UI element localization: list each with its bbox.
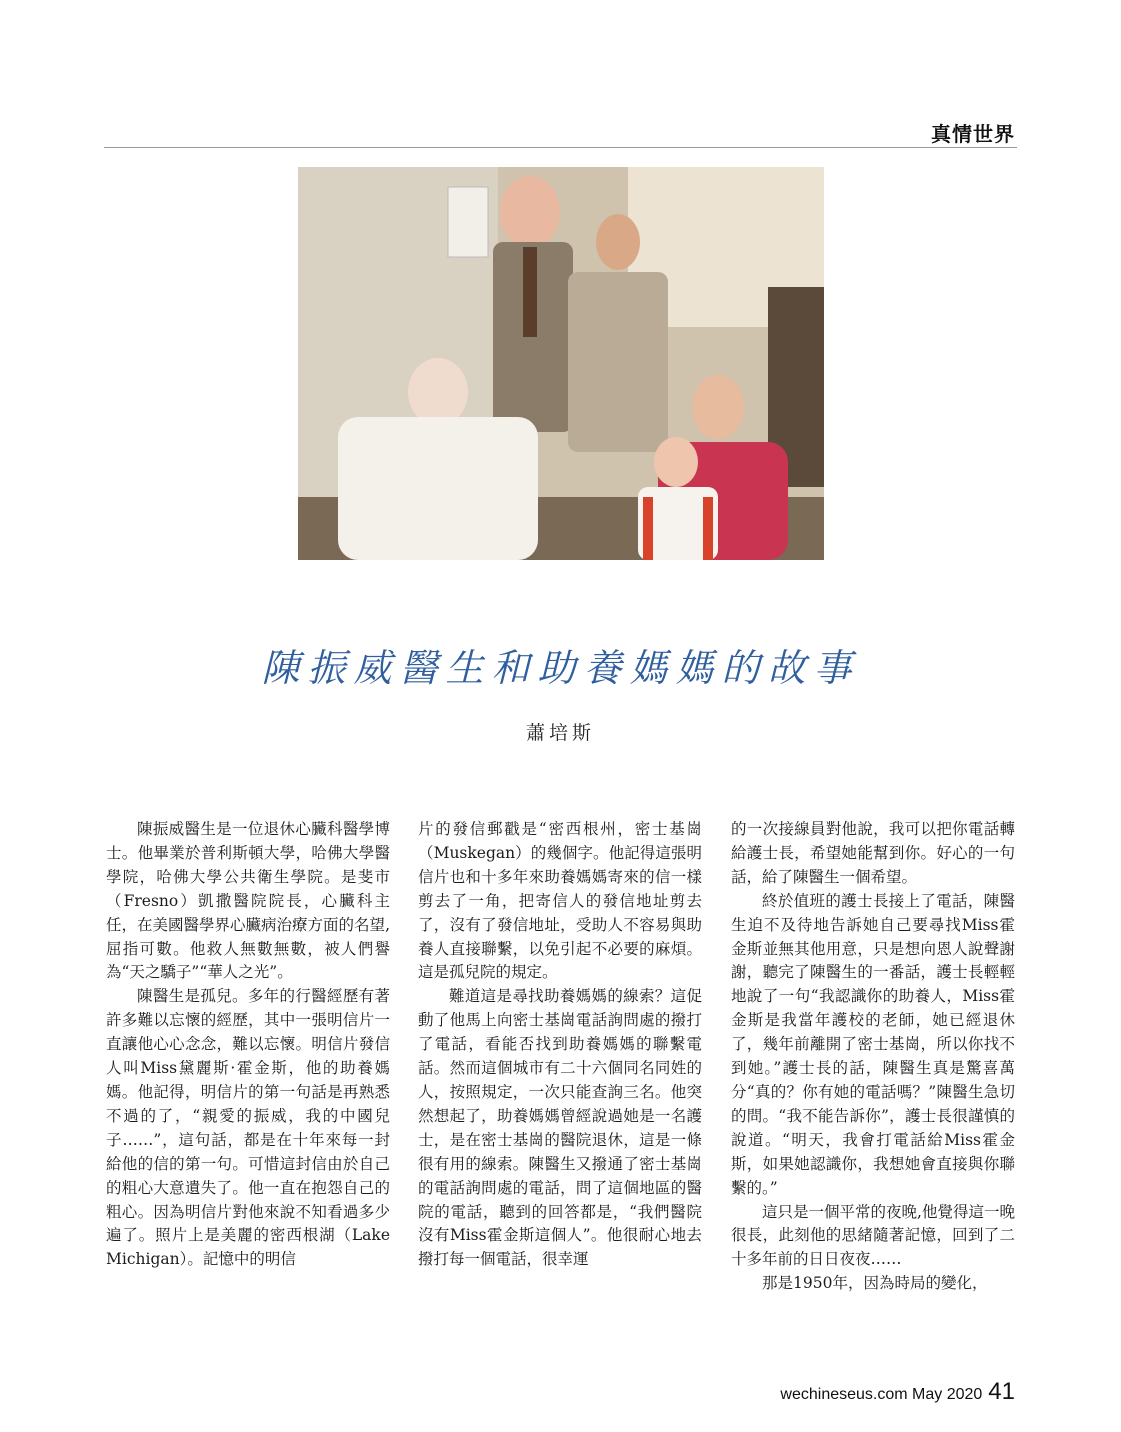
family-photo-illustration xyxy=(298,167,824,560)
page-footer xyxy=(780,1378,1015,1406)
article-column-1 xyxy=(106,818,406,1272)
paragraph: 難道這是尋找助養媽媽的線索？這促動了他馬上向密士基崗電話詢問處的撥打了電話，看能否找到助養媽媽的聯繫電話。然而這個城市有二十六個同名同姓的人，按照規定，一次只能查詢三名。他突然想起了，助養媽媽曾經說過她是一名護士，是在密士基崗的醫院退休，這是一條很有用的線索。陳醫生又撥通了密士基崗的電話詢問處的電話，問了這個地區的醫院的電話，聽到的回答都是，“我們醫院沒有Miss霍金斯這個人”。他很耐心地去撥打每一個電話，很幸運 xyxy=(418,987,702,1269)
paragraph: 的一次接線員對他說，我可以把你電話轉給護士長，希望她能幫到你。好心的一句話，給了陳醫生一個希望。 xyxy=(731,820,1015,886)
paragraph: 片的發信郵戳是“密西根州，密士基崗（Muskegan）的幾個字。他記得這張明信片也和十多年來助養媽媽寄來的信一樣剪去了一角，把寄信人的發信地址剪去了，沒有了發信地址，受助人不容易與助養人直接聯繫，以免引起不必要的麻煩。這是孤兒院的規定。 xyxy=(418,820,702,982)
paragraph: 終於值班的護士長接上了電話，陳醫生迫不及待地告訴她自己要尋找Miss霍金斯並無其他用意，只是想向恩人說聲謝謝，聽完了陳醫生的一番話，護士長輕輕地說了一句“我認識你的助養人，Miss霍金斯是我當年護校的老師，她已經退休了，幾年前離開了密士基崗，所以你找不到她。”護士長的話，陳醫生真是驚喜萬分“真的？你有她的電話嗎？”陳醫生急切的問。“我不能告訴你”，護士長很謹慎的說道。“明天，我會打電話給Miss霍金斯，如果她認識你，我想她會直接與你聯繫的。” xyxy=(731,891,1015,1197)
paragraph: 那是1950年，因為時局的變化， xyxy=(762,1274,988,1293)
footer-site: wechineseus.com May 2020 xyxy=(780,1386,983,1403)
section-label: 真情世界 xyxy=(931,122,1015,146)
article-author: 蕭培斯 xyxy=(525,722,595,744)
page-number: 41 xyxy=(988,1378,1015,1405)
article-column-3 xyxy=(731,818,1015,1296)
paragraph: 這只是一個平常的夜晚,他覺得這一晚很長，此刻他的思緒隨著記憶，回到了二十多年前的日日夜夜…… xyxy=(731,1202,1015,1269)
paragraph: 陳醫生是孤兒。多年的行醫經歷有著許多難以忘懷的經歷，其中一張明信片一直讓他心心念念，難以忘懷。明信片發信人叫Miss黛麗斯·霍金斯，他的助養媽媽。他記得，明信片的第一句話是再熟悉不過的了，“親愛的振威，我的中國兒子……”，這句話，都是在十年來每一封給他的信的第一句。可惜這封信由於自己的粗心大意遺失了。他一直在抱怨自己的粗心。因為明信片對他來說不知看過多少遍了。照片上是美麗的密西根湖（Lake Michigan）。記憶中的明信 xyxy=(106,987,406,1269)
article-column-2 xyxy=(418,818,702,1272)
paragraph: 陳振威醫生是一位退休心臟科醫學博士。他畢業於普利斯頓大學，哈佛大學醫學院，哈佛大學公共衛生學院。是斐市（Fresno）凱撒醫院院長，心臟科主任，在美國醫學界心臟病治療方面的名望,屈指可數。他救人無數無數，被人們譽為“天之驕子”“華人之光”。 xyxy=(106,820,390,982)
header-divider xyxy=(104,147,1017,148)
article-title: 陳振威醫生和助養媽媽的故事 xyxy=(261,646,860,690)
family-photo xyxy=(298,167,824,560)
